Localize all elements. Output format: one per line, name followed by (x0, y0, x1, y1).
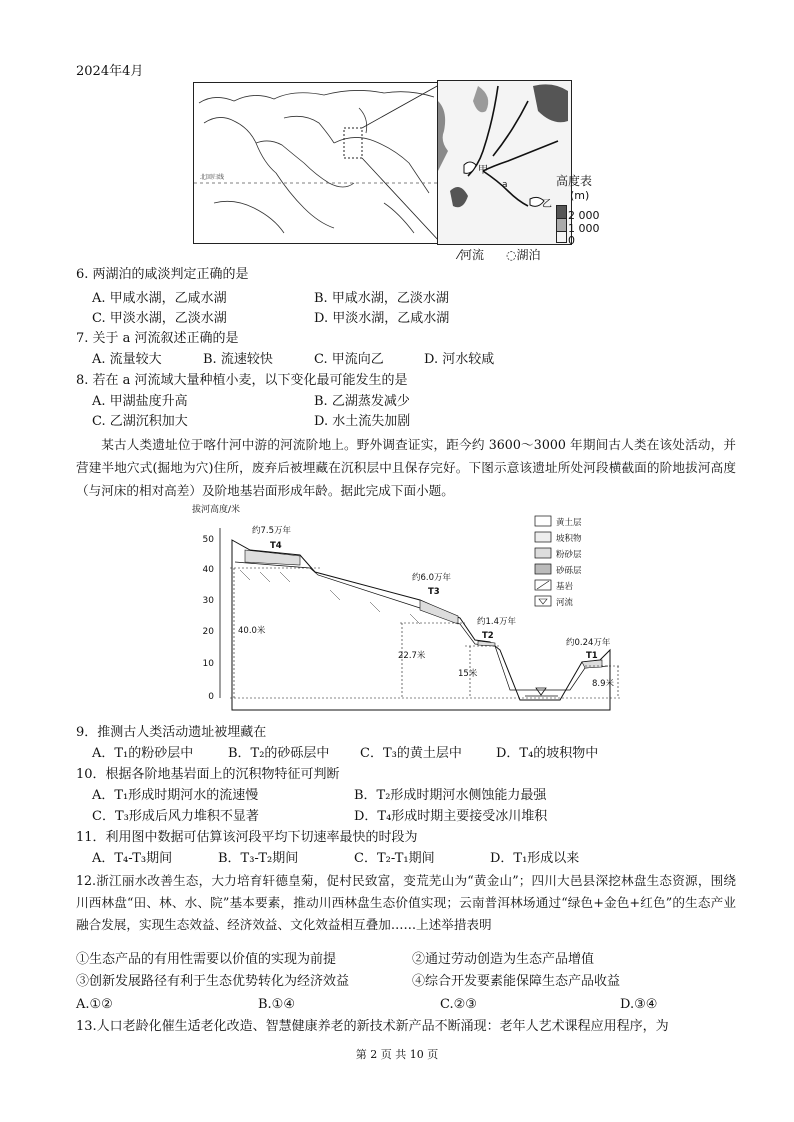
q6-option-b[interactable]: B. 甲咸水湖，乙淡水湖 (314, 291, 449, 306)
q11-option-b[interactable]: B．T₃-T₂期间 (218, 851, 299, 866)
legend-level-0: 0 (568, 234, 575, 247)
label-yi: 乙 (542, 199, 552, 210)
q12-item-2: ②通过劳动创造为生态产品增值 (412, 952, 595, 967)
q6-option-c[interactable]: C. 甲淡水湖，乙淡水湖 (92, 311, 227, 326)
legend-lake: ◌湖泊 (506, 248, 541, 262)
q12-option-b[interactable]: B.①④ (258, 997, 295, 1012)
age-t4: 约7.5万年 (252, 526, 292, 536)
diagram-ylabel: 拔河高度/米 (192, 505, 241, 515)
q11-option-c[interactable]: C．T₂-T₁期间 (354, 851, 435, 866)
page-footer: 第 2 页 共 10 页 (355, 1048, 439, 1061)
q6-stem: 6. 两湖泊的咸淡判定正确的是 (76, 267, 249, 282)
legend-river: ⁄河流 (458, 248, 485, 262)
height-t4: 40.0米 (238, 626, 266, 636)
height-t3: 22.7米 (398, 651, 426, 661)
legend-river-d: 河流 (556, 598, 574, 608)
lake-icon: ◌ (506, 248, 517, 262)
header-date: 2024年4月 (76, 64, 144, 79)
legend-level-2000: 2 000 (568, 209, 600, 222)
label-jia: 甲 (478, 165, 488, 176)
label-t4: T4 (270, 541, 282, 551)
q10-option-c[interactable]: C．T₃形成后风力堆积不显著 (92, 809, 259, 824)
legend-swatch-high (556, 205, 567, 219)
ytick-0: 0 (208, 692, 214, 702)
q6-option-d[interactable]: D. 甲淡水湖，乙咸水湖 (314, 311, 450, 326)
q10-option-a[interactable]: A．T₁形成时期河水的流速慢 (92, 788, 259, 803)
legend-colluvium: 坡积物 (556, 534, 582, 544)
q10-option-b[interactable]: B．T₂形成时期河水侧蚀能力最强 (354, 788, 547, 803)
q7-option-a[interactable]: A. 流量较大 (92, 352, 162, 367)
legend-unit: (m) (570, 189, 590, 202)
q8-stem: 8. 若在 a 河流域大量种植小麦，以下变化最可能发生的是 (76, 373, 408, 388)
q9-option-c[interactable]: C．T₃的黄土层中 (360, 746, 462, 761)
label-t1: T1 (586, 651, 598, 661)
legend-level-1000: 1 000 (568, 222, 600, 235)
legend-loess: 黄土层 (556, 518, 582, 528)
q13-text: 13.人口老龄化催生适老化改造、智慧健康养老的新技术新产品不断涌现：老年人艺术课程应用程序，为 (76, 1019, 669, 1034)
q11-option-a[interactable]: A．T₄-T₃期间 (92, 851, 173, 866)
ytick-20: 20 (202, 627, 214, 637)
river-icon: ⁄ (458, 248, 461, 262)
q12-text: 12.浙江丽水改善生态，大力培育轩德皇菊，促村民致富，变荒芜山为“黄金山”；四川大邑县深挖林盘生态资源，围绕川西林盘“田、林、水、院”基本要素，推动川西林盘生态价值实现；云南普洱林场通过“绿色+金色+红色”的生态产业融合发展，实现生态效益、经济效益、文化效益相互叠加……上述举措表明 (76, 873, 736, 932)
passage: 某古人类遗址位于喀什河中游的河流阶地上。野外调查证实，距今约 3600～3000 年期间古人类在该处活动，并营建半地穴式(掘地为穴)住所，废弃后被埋藏在沉积层中且保存完好。下图示意该遗址所处河段横截面的阶地拔河高度（与河床的相对高差）及阶地基岩面形成年龄。据此完成下面小题。 (76, 437, 736, 498)
q6-option-a[interactable]: A. 甲咸水湖，乙咸水湖 (92, 291, 227, 306)
q9-stem: 9．推测古人类活动遗址被埋藏在 (76, 725, 267, 740)
q12-option-c[interactable]: C.②③ (440, 997, 477, 1012)
terrace-diagram (190, 500, 630, 712)
age-t2: 约1.4万年 (477, 617, 517, 627)
q11-option-d[interactable]: D．T₁形成以来 (490, 851, 580, 866)
tropic-label: 北回归线 (200, 174, 225, 181)
q10-stem: 10．根据各阶地基岩面上的沉积物特征可判断 (76, 767, 340, 782)
q11-stem: 11．利用图中数据可估算该河段平均下切速率最快的时段为 (76, 830, 418, 845)
age-t1: 约0.24万年 (566, 638, 611, 648)
q7-option-b[interactable]: B. 流速较快 (203, 352, 273, 367)
legend-bedrock: 基岩 (556, 582, 574, 592)
label-a: a (502, 180, 508, 190)
q12-item-1: ①生态产品的有用性需要以价值的实现为前提 (76, 952, 337, 967)
label-t3: T3 (428, 587, 440, 597)
ytick-40: 40 (202, 565, 214, 575)
ytick-10: 10 (202, 659, 214, 669)
q10-option-d[interactable]: D．T₄形成时期主要接受冰川堆积 (354, 809, 548, 824)
legend-swatch-mid (556, 218, 567, 232)
q12-option-a[interactable]: A.①② (76, 997, 113, 1012)
q7-option-d[interactable]: D. 河水较咸 (424, 352, 495, 367)
inset-map (437, 80, 572, 245)
q9-option-d[interactable]: D．T₄的坡积物中 (496, 746, 599, 761)
q9-option-b[interactable]: B．T₂的砂砾层中 (228, 746, 330, 761)
q8-option-d[interactable]: D. 水土流失加剧 (314, 414, 411, 429)
q7-option-c[interactable]: C. 甲流向乙 (314, 352, 384, 367)
q8-option-a[interactable]: A. 甲湖盐度升高 (92, 394, 188, 409)
legend-gravel: 砂砾层 (556, 566, 582, 576)
label-t2: T2 (482, 631, 494, 641)
ytick-50: 50 (202, 535, 214, 545)
age-t3: 约6.0万年 (412, 573, 452, 583)
height-t1: 8.9米 (592, 679, 615, 689)
world-map (193, 82, 440, 244)
q8-option-b[interactable]: B. 乙湖蒸发减少 (314, 394, 410, 409)
q7-stem: 7. 关于 a 河流叙述正确的是 (76, 331, 239, 346)
q12-item-3: ③创新发展路径有利于生态优势转化为经济效益 (76, 974, 350, 989)
legend-silt: 粉砂层 (556, 550, 582, 560)
legend-title: 高度表 (556, 174, 593, 188)
height-t2: 15米 (458, 669, 478, 679)
q12-option-d[interactable]: D.③④ (620, 997, 658, 1012)
q9-option-a[interactable]: A．T₁的粉砂层中 (92, 746, 194, 761)
q8-option-c[interactable]: C. 乙湖沉积加大 (92, 414, 188, 429)
q12-item-4: ④综合开发要素能保障生态产品收益 (412, 974, 621, 989)
ytick-30: 30 (202, 596, 214, 606)
legend-swatch-low (556, 231, 567, 243)
